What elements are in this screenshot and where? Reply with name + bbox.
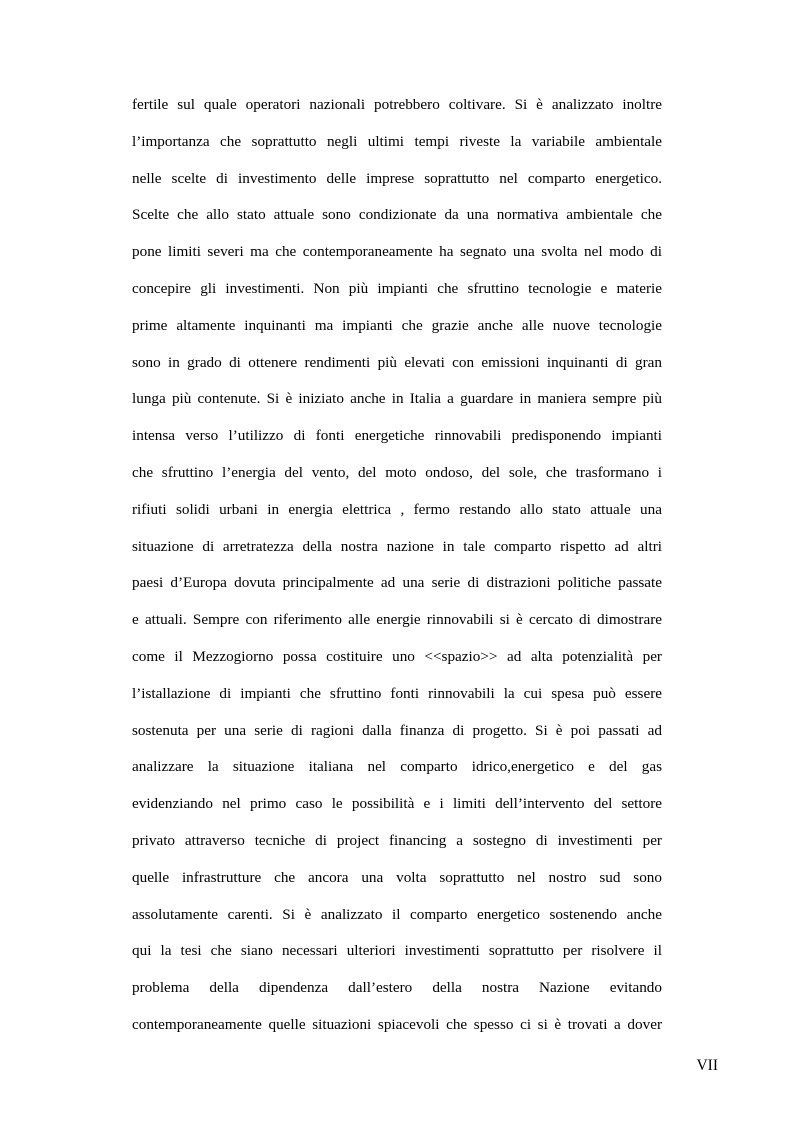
text-line: intensa verso l’utilizzo di fonti energetiche rinnovabili predisponendo impianti	[132, 427, 662, 445]
text-line: sono in grado di ottenere rendimenti più elevati con emissioni inquinanti di gran	[132, 353, 662, 371]
text-line: evidenziando nel primo caso le possibilità e i limiti dell’intervento del settore	[132, 795, 662, 813]
text-line: e attuali. Sempre con riferimento alle energie rinnovabili si è cercato di dimostrare	[132, 611, 662, 629]
text-line: lunga più contenute. Si è iniziato anche in Italia a guardare in maniera sempre più	[132, 390, 662, 408]
text-line: contemporaneamente quelle situazioni spiacevoli che spesso ci si è trovati a dover	[132, 1015, 662, 1033]
text-line: Scelte che allo stato attuale sono condizionate da una normativa ambientale che	[132, 206, 662, 224]
text-line: paesi d’Europa dovuta principalmente ad una serie di distrazioni politiche passate	[132, 574, 662, 592]
text-line: come il Mezzogiorno possa costituire uno <<spazio>> ad alta potenzialità per	[132, 647, 662, 665]
body-text	[132, 92, 662, 1049]
text-line: fertile sul quale operatori nazionali potrebbero coltivare. Si è analizzato inoltre	[132, 96, 662, 113]
text-line: l’importanza che soprattutto negli ultimi tempi riveste la variabile ambientale	[132, 132, 662, 150]
text-line: nelle scelte di investimento delle imprese soprattutto nel comparto energetico.	[132, 169, 662, 187]
text-line: pone limiti severi ma che contemporaneamente ha segnato una svolta nel modo di	[132, 243, 662, 261]
text-line: problema della dipendenza dall’estero della nostra Nazione evitando	[132, 979, 662, 997]
page-number: VII	[696, 1057, 718, 1074]
text-line: situazione di arretratezza della nostra nazione in tale comparto rispetto ad altri	[132, 537, 662, 555]
text-line: sostenuta per una serie di ragioni dalla finanza di progetto. Si è poi passati ad	[132, 721, 662, 739]
text-line: l’istallazione di impianti che sfruttino fonti rinnovabili la cui spesa può essere	[132, 684, 662, 702]
text-line: quelle infrastrutture che ancora una volta soprattutto nel nostro sud sono	[132, 868, 662, 886]
text-line: concepire gli investimenti. Non più impianti che sfruttino tecnologie e materie	[132, 279, 662, 297]
text-line: che sfruttino l’energia del vento, del moto ondoso, del sole, che trasformano i	[132, 463, 662, 481]
text-line: rifiuti solidi urbani in energia elettrica , fermo restando allo stato attuale una	[132, 500, 662, 518]
text-line: privato attraverso tecniche di project financing a sostegno di investimenti per	[132, 831, 662, 849]
text-line: analizzare la situazione italiana nel comparto idrico,energetico e del gas	[132, 758, 662, 776]
text-line: prime altamente inquinanti ma impianti che grazie anche alle nuove tecnologie	[132, 316, 662, 334]
text-line: qui la tesi che siano necessari ulteriori investimenti soprattutto per risolvere il	[132, 942, 662, 960]
text-line: assolutamente carenti. Si è analizzato il comparto energetico sostenendo anche	[132, 905, 662, 923]
